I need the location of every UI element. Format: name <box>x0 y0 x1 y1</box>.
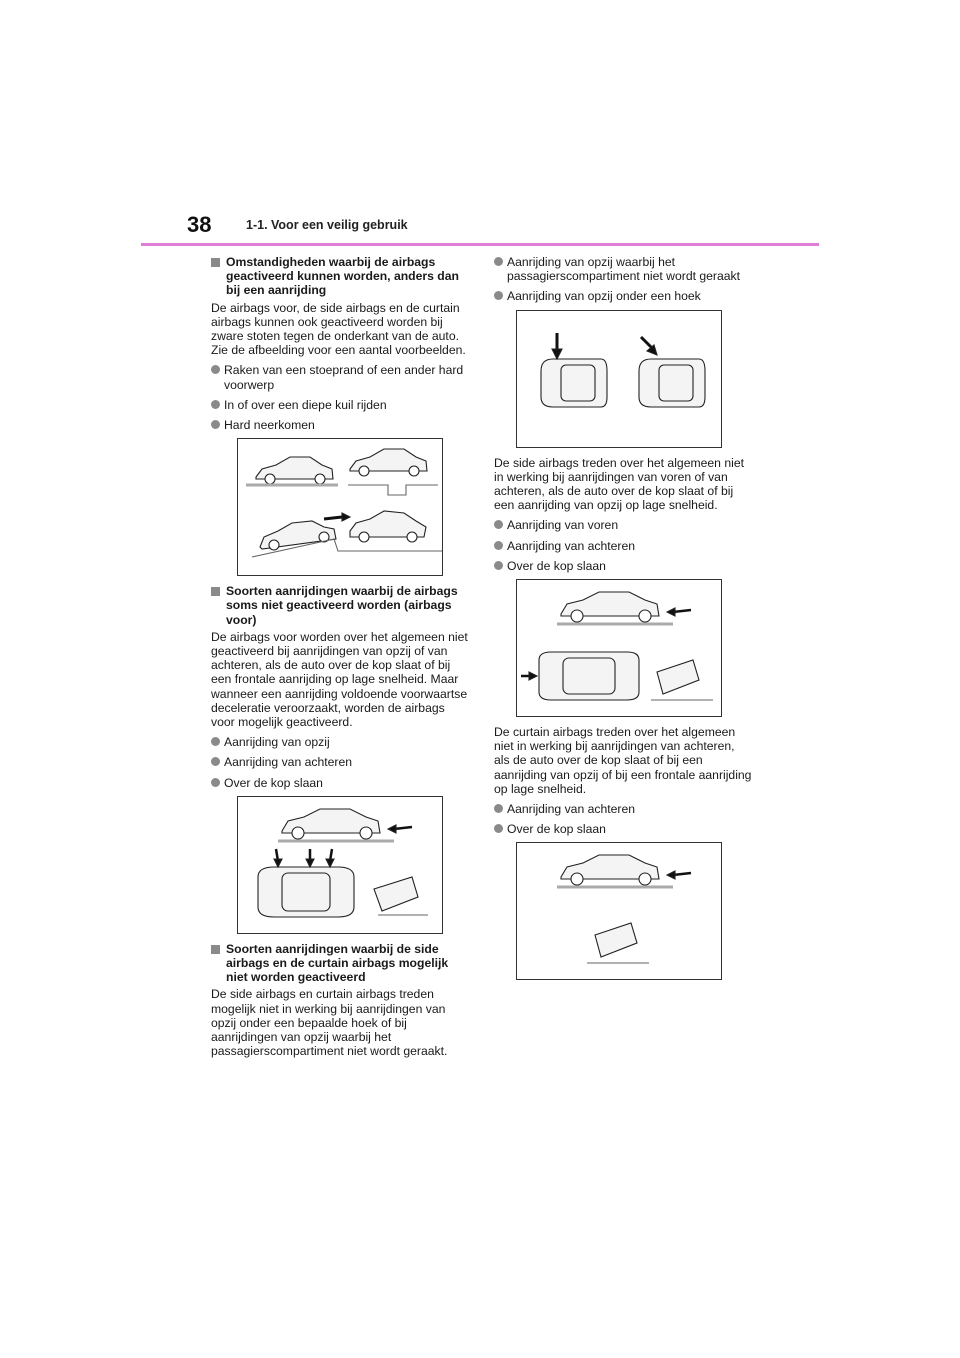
heading-text: Soorten aanrijdingen waarbij de side airbags en de curtain airbags mogelijk niet worden geactiveerd <box>226 941 449 985</box>
list-item <box>494 289 752 303</box>
list-item <box>494 822 752 836</box>
section-heading <box>211 942 469 985</box>
bullet-icon <box>211 365 220 374</box>
illustration-underbody-impacts <box>237 438 443 576</box>
bullet-icon <box>494 520 503 529</box>
bullet-icon <box>494 561 503 570</box>
list-item-text: Aanrijding van voren <box>507 518 619 533</box>
body-paragraph: De side airbags treden over het algemeen niet in werking bij aanrijdingen van voren of van achteren, als de auto over de kop slaat of bij een aanrijding van opzij op lage snelheid. <box>494 455 744 513</box>
list-item-text: Raken van een stoeprand of een ander hard voorwerp <box>224 363 464 392</box>
bullet-icon <box>494 257 503 266</box>
body-paragraph: De side airbags en curtain airbags treden mogelijk niet in werking bij aanrijdingen van opzij onder een bepaalde hoek of bij aanrijdingen van opzij waarbij het passagierscompartiment niet wordt geraakt. <box>211 987 448 1059</box>
bullet-icon <box>494 824 503 833</box>
list-item <box>211 363 469 391</box>
list-item <box>211 755 469 769</box>
list-item <box>494 802 752 816</box>
bullet-icon <box>494 804 503 813</box>
heading-text: Soorten aanrijdingen waarbij de airbags soms niet geactiveerd worden (airbags voor) <box>226 584 458 627</box>
illustration-curtain-airbag-collisions <box>516 842 722 980</box>
list-item <box>494 539 752 553</box>
body-paragraph: De curtain airbags treden over het algemeen niet in werking bij aanrijdingen van achteren, als de auto over de kop slaat of bij een aanrijding van opzij of bij een frontale aanrijding op lage snelheid. <box>494 725 752 796</box>
list-item-text: Over de kop slaan <box>507 822 606 837</box>
list-item-text: Aanrijding van opzij waarbij het passagierscompartiment niet wordt geraakt <box>507 255 741 284</box>
body-paragraph: De airbags voor worden over het algemeen niet geactiveerd bij aanrijdingen van opzij of van achteren, als de auto over de kop slaat of bij een frontale aanrijding op lage snelheid. Maar wanneer een aanrijding voldoende voorwaartse deceleratie veroorzaakt, worden de airbags voor mogelijk geactiveerd. <box>211 629 468 730</box>
illustration-side-impacts <box>516 310 722 448</box>
bullet-icon <box>494 541 503 550</box>
right-column <box>494 255 752 988</box>
bullet-icon <box>211 757 220 766</box>
list-item <box>211 398 469 412</box>
square-bullet-icon <box>211 258 220 267</box>
list-item-text: Aanrijding van achteren <box>507 802 636 817</box>
list-item <box>494 559 752 573</box>
illustration-front-airbag-collisions <box>237 796 443 934</box>
square-bullet-icon <box>211 945 220 954</box>
bullet-icon <box>211 737 220 746</box>
square-bullet-icon <box>211 587 220 596</box>
list-item-text: In of over een diepe kuil rijden <box>224 397 387 412</box>
section-heading <box>211 255 469 298</box>
section-title: 1-1. Voor een veilig gebruik <box>246 218 408 232</box>
section-heading <box>211 584 469 627</box>
bullet-icon <box>494 291 503 300</box>
heading-text: Omstandigheden waarbij de airbags geactiveerd kunnen worden, anders dan bij een aanrijding <box>226 255 459 298</box>
list-item-text: Aanrijding van achteren <box>507 538 636 553</box>
list-item-text: Hard neerkomen <box>224 418 315 433</box>
bullet-icon <box>211 400 220 409</box>
illustration-side-airbag-collisions <box>516 579 722 717</box>
list-item <box>211 776 469 790</box>
body-paragraph: De airbags voor, de side airbags en de curtain airbags kunnen ook geactiveerd worden bij zware stoten tegen de onderkant van de auto. Zie de afbeelding voor een aantal voorbeelden. <box>211 300 466 358</box>
header-rule <box>141 243 819 246</box>
bullet-icon <box>211 420 220 429</box>
list-item <box>211 735 469 749</box>
list-item-text: Over de kop slaan <box>507 558 606 573</box>
list-item-text: Aanrijding van opzij onder een hoek <box>507 289 701 304</box>
bullet-icon <box>211 778 220 787</box>
left-column <box>211 255 469 1065</box>
list-item <box>494 255 752 283</box>
list-item <box>211 418 469 432</box>
list-item-text: Over de kop slaan <box>224 775 323 790</box>
list-item-text: Aanrijding van opzij <box>224 735 330 750</box>
page-number: 38 <box>187 212 212 237</box>
list-item <box>494 518 752 532</box>
list-item-text: Aanrijding van achteren <box>224 755 353 770</box>
